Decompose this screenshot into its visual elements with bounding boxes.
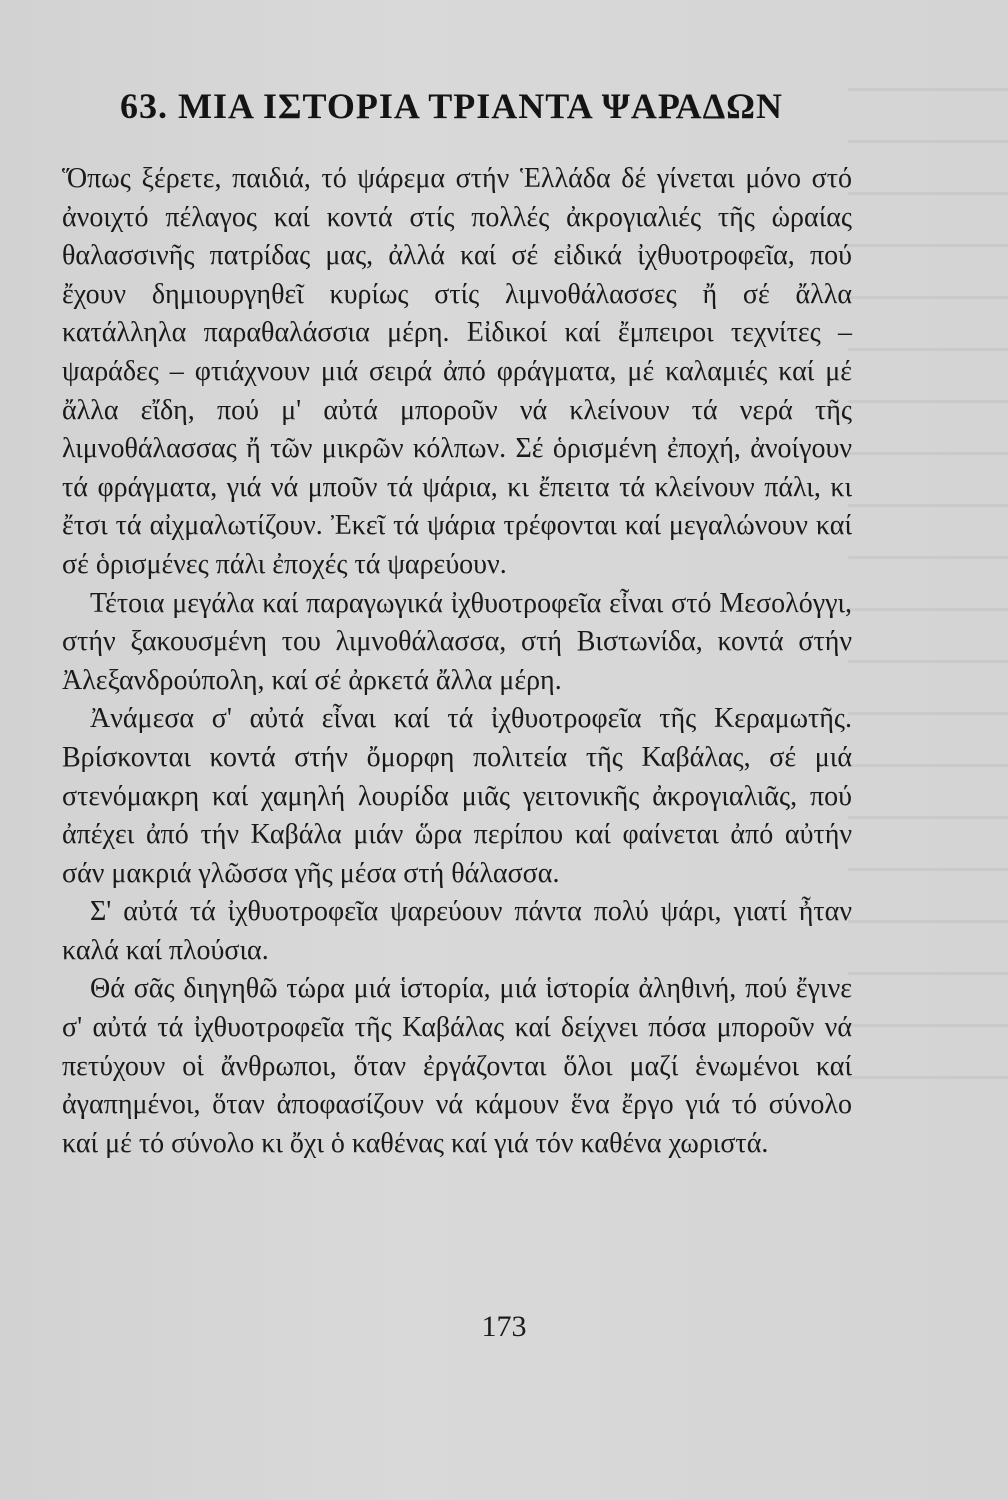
paragraph-5: Θά σᾶς διηγηθῶ τώρα μιά ἱστορία, μιά ἱστορία ἀληθινή, πού ἔγινε σ' αὐτά τά ἰχθυοτροφεῖα τῆς Καβάλας καί δείχνει πόσα μποροῦν νά πετύχουν οἱ ἄνθρωποι, ὅταν ἐργάζονται ὅλοι μαζί ἑνωμένοι καί ἀγαπημένοι, ὅταν ἀποφασίζουν νά κάμουν ἕνα ἔργο γιά τό σύνολο καί μέ τό σύνολο κι ὄχι ὁ καθένας καί γιά τόν καθένα χωριστά. (62, 973, 852, 1159)
show-through-texture (848, 60, 1008, 1110)
page-number: 173 (481, 1310, 527, 1343)
paragraph-4: Σ' αὐτά τά ἰχθυοτροφεῖα ψαρεύουν πάντα πολύ ψάρι, γιατί ἦταν καλά καί πλούσια. (62, 896, 852, 966)
paragraph-3: Ἀνάμεσα σ' αὐτά εἶναι καί τά ἰχθυοτροφεῖα τῆς Κεραμωτῆς. Βρίσκονται κοντά στήν ὄμορφη πολιτεία τῆς Καβάλας, σέ μιά στενόμακρη καί χαμηλή λουρίδα μιᾶς γειτονικῆς ἀκρογιαλιᾶς, πού ἀπέχει ἀπό τήν Καβάλα μιάν ὥρα περίπου καί φαίνεται ἀπό αὐτήν σάν μακριά γλῶσσα γῆς μέσα στή θάλασσα. (62, 703, 852, 889)
paragraph-1: Ὅπως ξέρετε, παιδιά, τό ψάρεμα στήν Ἑλλάδα δέ γίνεται μόνο στό ἀνοιχτό πέλαγος καί κοντά στίς πολλές ἀκρογιαλιές τῆς ὡραίας θαλασσινῆς πατρίδας μας, ἀλλά καί σέ εἰδικά ἰχθυοτροφεῖα, πού ἔχουν δημιουργηθεῖ κυρίως στίς λιμνοθάλασσες ἤ σέ ἄλλα κατάλληλα παραθαλάσσια μέρη. Εἰδικοί καί ἔμπειροι τεχνίτες – ψαράδες – φτιάχνουν μιά σειρά ἀπό φράγματα, μέ καλαμιές καί μέ ἄλλα εἴδη, πού μ' αὐτά μποροῦν νά κλείνουν τά νερά τῆς λιμνοθάλασσας ἤ τῶν μικρῶν κόλπων. Σέ ὁρισμένη ἐποχή, ἀνοίγουν τά φράγματα, γιά νά μποῦν τά ψάρια, κι ἔπειτα τά κλείνουν πάλι, κι ἔτσι τά αἰχμαλωτίζουν. Ἐκεῖ τά ψάρια τρέφονται καί μεγαλώνουν καί σέ ὁρισμένες πάλι ἐποχές τά ψαρεύουν. (62, 163, 852, 580)
chapter-title: 63. ΜΙΑ ΙΣΤΟΡΙΑ ΤΡΙΑΝΤΑ ΨΑΡΑΔΩΝ (120, 86, 783, 126)
paragraph-2: Τέτοια μεγάλα καί παραγωγικά ἰχθυοτροφεῖα εἶναι στό Μεσολόγγι, στήν ξακουσμένη του λιμνοθάλασσα, στή Βιστωνίδα, κοντά στήν Ἀλεξανδρούπολη, καί σέ ἀρκετά ἄλλα μέρη. (62, 587, 852, 696)
body-text (62, 160, 852, 1163)
